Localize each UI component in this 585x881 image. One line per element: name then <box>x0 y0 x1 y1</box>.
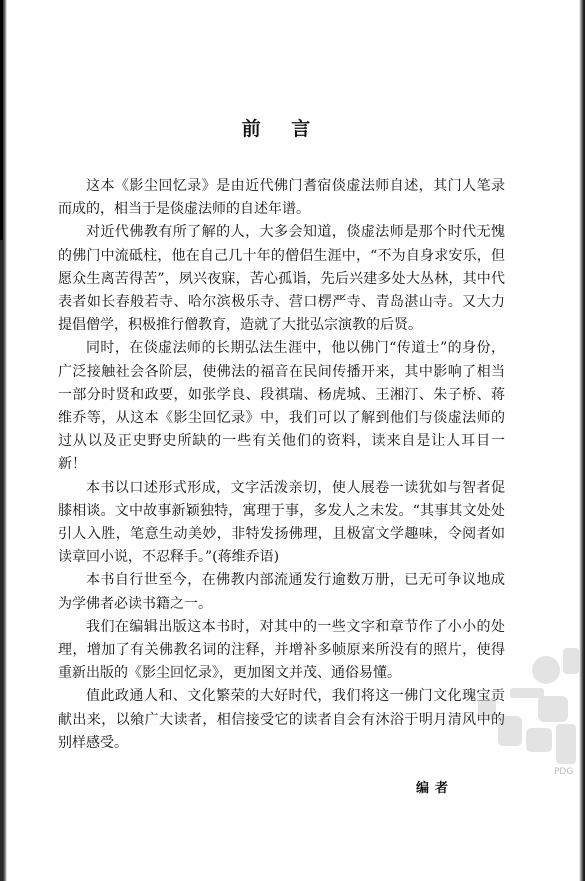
watermark-label: PDG <box>554 767 574 777</box>
paragraph-2: 对近代佛教有所了解的人，大多会知道，倓虚法师是那个时代无愧的佛门中流砥柱，他在自己几十年的僧侣生涯中，“不为自身求安乐，但愿众生离苦得苦”，夙兴夜寐，苦心孤诣，先后兴建多处大丛林，其中代表者如长春般若寺、哈尔滨极乐寺、营口楞严寺、青岛湛山寺。又大力提倡僧学，积极推行僧教育，造就了大批弘宗演教的后贤。 <box>58 224 505 334</box>
paragraph-4: 本书以口述形式形成，文字活泼亲切，使人展卷一读犹如与智者促膝相谈。文中故事新颖独特，寓理于事，多发人之未发。“其事其文处处引人入胜，笔意生动美妙，非特发扬佛理，且极富文学趣味，令阅者如读章回小说，不忍释手。”(蒋维乔语) <box>58 479 505 566</box>
editor-signature: 编者 <box>415 781 454 796</box>
paragraph-6: 我们在编辑出版这本书时，对其中的一些文字和章节作了小小的处理，增加了有关佛教名词的注释，并增补多帧原来所没有的照片，使得重新出版的《影尘回忆录》，更加图文并茂、通俗易懂。 <box>58 618 505 682</box>
page-title: 前 言 <box>241 118 323 140</box>
paragraph-3: 同时，在倓虚法师的长期弘法生涯中，他以佛门“传道士”的身份，广泛接触社会各阶层，使佛法的福音在民间传播开来，其中影响了相当一部分时贤和政要，如张学良、段祺瑞、杨虎城、王湘汀、朱子桥、蒋维乔等，从这本《影尘回忆录》中，我们可以了解到他们与倓虚法师的过从以及正史野史所缺的一些有关他们的资料，读来自是让人耳目一新！ <box>58 340 505 473</box>
preface-body <box>58 175 505 755</box>
paragraph-1: 这本《影尘回忆录》是由近代佛门耆宿倓虚法师自述，其门人笔录而成的，相当于是倓虚法师的自述年谱。 <box>58 178 505 218</box>
pdg-watermark <box>468 628 583 778</box>
paragraph-7: 值此政通人和、文化繁荣的大好时代，我们将这一佛门文化瑰宝贡献出来，以飨广大读者，相信接受它的读者自会有沐浴于明月清风中的别样感受。 <box>58 688 505 751</box>
paragraph-5: 本书自行世至今，在佛教内部流通发行逾数万册，已无可争议地成为学佛者必读书籍之一。 <box>58 572 505 612</box>
